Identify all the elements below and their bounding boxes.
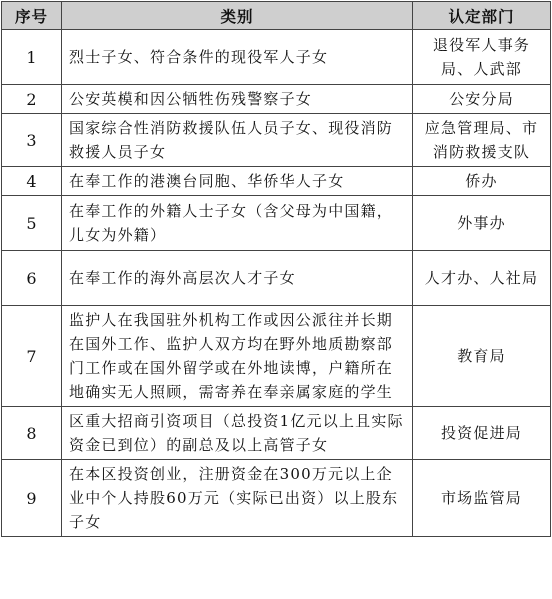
table-header-row xyxy=(2,2,551,30)
table-row xyxy=(2,407,551,460)
row-number: 8 xyxy=(2,407,62,460)
table-row xyxy=(2,196,551,251)
row-category: 在奉工作的海外高层次人才子女 xyxy=(62,251,413,306)
row-department: 市场监管局 xyxy=(413,460,551,537)
row-category: 在奉工作的外籍人士子女（含父母为中国籍，儿女为外籍） xyxy=(62,196,413,251)
row-category: 区重大招商引资项目（总投资1亿元以上且实际资金已到位）的副总及以上高管子女 xyxy=(62,407,413,460)
row-department: 公安分局 xyxy=(413,85,551,114)
row-department: 侨办 xyxy=(413,167,551,196)
row-category: 监护人在我国驻外机构工作或因公派往并长期在国外工作、监护人双方均在野外地质勘察部门工作或在国外留学或在外地读博，户籍所在地确实无人照顾，需寄养在奉亲属家庭的学生 xyxy=(62,306,413,407)
table-row xyxy=(2,85,551,114)
row-number: 6 xyxy=(2,251,62,306)
header-no: 序号 xyxy=(2,2,62,30)
row-category: 公安英模和因公牺牲伤残警察子女 xyxy=(62,85,413,114)
row-department: 投资促进局 xyxy=(413,407,551,460)
row-number: 5 xyxy=(2,196,62,251)
table-row xyxy=(2,251,551,306)
row-department: 外事办 xyxy=(413,196,551,251)
header-department: 认定部门 xyxy=(413,2,551,30)
row-category: 烈士子女、符合条件的现役军人子女 xyxy=(62,30,413,85)
row-department: 人才办、人社局 xyxy=(413,251,551,306)
row-number: 1 xyxy=(2,30,62,85)
header-category: 类别 xyxy=(62,2,413,30)
row-department: 应急管理局、市消防救援支队 xyxy=(413,114,551,167)
table-row xyxy=(2,167,551,196)
row-number: 2 xyxy=(2,85,62,114)
table-row xyxy=(2,306,551,407)
row-number: 7 xyxy=(2,306,62,407)
eligibility-table xyxy=(1,1,551,537)
row-department: 退役军人事务局、人武部 xyxy=(413,30,551,85)
row-category: 国家综合性消防救援队伍人员子女、现役消防救援人员子女 xyxy=(62,114,413,167)
row-number: 9 xyxy=(2,460,62,537)
row-category: 在奉工作的港澳台同胞、华侨华人子女 xyxy=(62,167,413,196)
table-row xyxy=(2,30,551,85)
table-row xyxy=(2,460,551,537)
row-department: 教育局 xyxy=(413,306,551,407)
row-number: 4 xyxy=(2,167,62,196)
row-number: 3 xyxy=(2,114,62,167)
table-row xyxy=(2,114,551,167)
row-category: 在本区投资创业，注册资金在300万元以上企业中个人持股60万元（实际已出资）以上股东子女 xyxy=(62,460,413,537)
